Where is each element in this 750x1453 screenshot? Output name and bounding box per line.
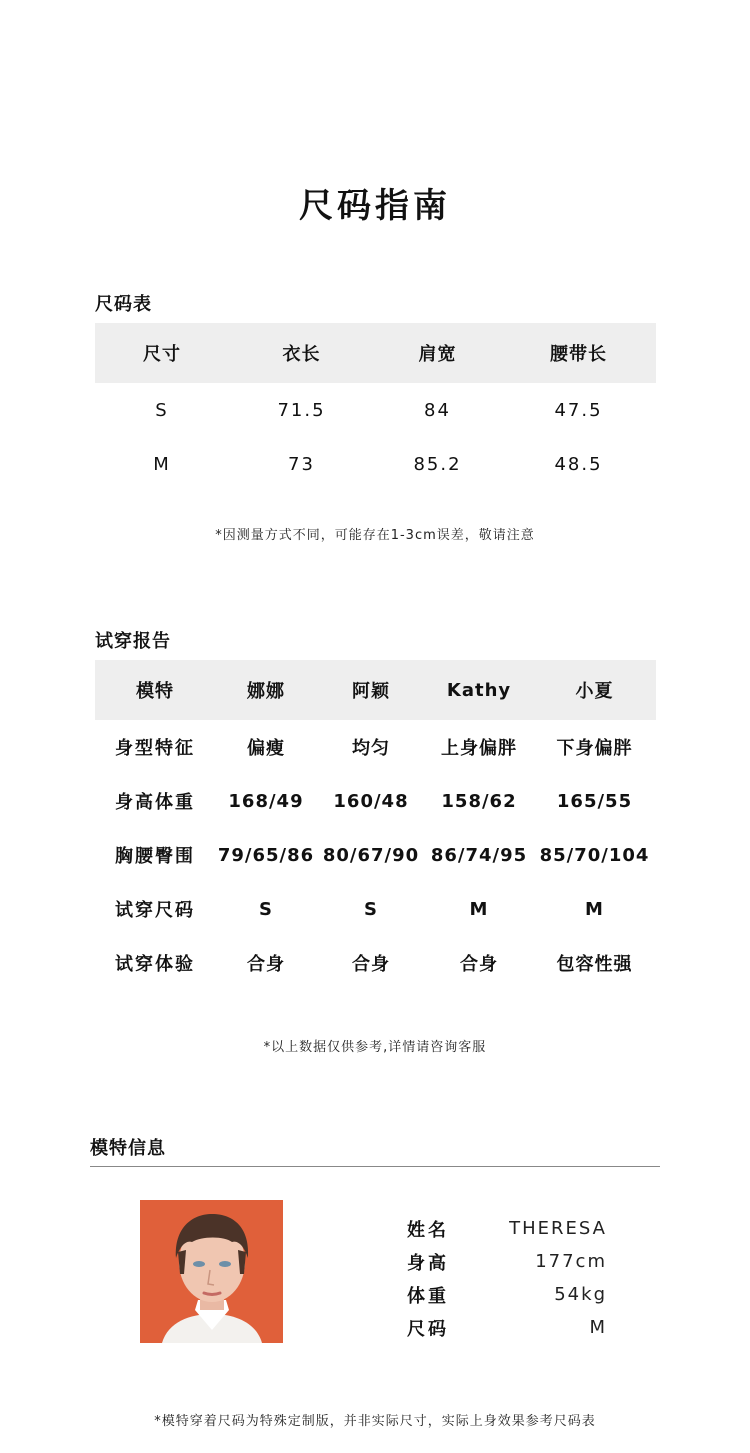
table-cell: 160/48 [333,790,409,812]
model-info-label: 模特信息 [90,1138,166,1159]
table-cell: 165/55 [556,790,633,812]
model-info-key: 体重 [407,1285,449,1307]
model-info-row [407,1311,607,1344]
row-heading: 胸腰臀围 [115,846,195,867]
table-cell: 168/49 [228,790,304,812]
table-row [95,437,656,491]
table-cell: 合身 [247,954,285,975]
table-cell: 合身 [460,954,498,975]
table-cell: M [153,453,171,475]
model-info-value: M [589,1317,607,1338]
size-chart-label: 尺码表 [95,294,152,315]
model-info-value: 54kg [554,1284,607,1305]
table-cell: 158/62 [441,790,517,812]
table-row [95,720,656,774]
table-cell: 上身偏胖 [441,738,517,759]
table-cell: 下身偏胖 [556,738,633,759]
tryon-header-cell: 阿颖 [317,660,425,720]
table-row [95,774,656,828]
tryon-header-cell: Kathy [425,660,533,720]
model-info-key: 姓名 [407,1219,449,1241]
page-title: 尺码指南 [299,186,451,226]
size-chart-header-cell: 尺寸 [95,323,229,383]
row-heading: 试穿尺码 [115,900,195,921]
model-info-row [407,1245,607,1278]
table-cell: 包容性强 [556,954,633,975]
row-heading: 身高体重 [115,792,195,813]
table-cell: S [155,399,169,421]
table-cell: 84 [424,399,451,421]
size-chart-note: *因测量方式不同，可能存在1-3cm误差，敬请注意 [215,528,535,543]
tryon-report-note: *以上数据仅供参考,详情请咨询客服 [263,1040,487,1055]
table-cell: M [469,898,489,920]
size-chart-header-cell: 腰带长 [501,323,656,383]
size-chart-header-row [95,323,656,383]
table-cell: S [364,898,378,920]
model-info-table [407,1212,607,1344]
model-info-value: THERESA [509,1218,607,1239]
model-info-footer-note: *模特穿着尺码为特殊定制版，并非实际尺寸，实际上身效果参考尺码表 [154,1414,596,1429]
table-row [95,882,656,936]
table-cell: 85/70/104 [539,844,650,866]
size-chart-header-cell: 衣长 [229,323,374,383]
table-row [95,936,656,990]
table-cell: M [585,898,604,920]
table-cell: 合身 [352,954,390,975]
table-cell: 47.5 [554,399,603,421]
tryon-header-cell: 娜娜 [215,660,317,720]
row-heading: 身型特征 [115,738,195,759]
table-cell: 均匀 [352,738,390,759]
tryon-report-table [95,660,656,990]
tryon-header-cell: 模特 [95,660,215,720]
table-cell: 86/74/95 [430,844,528,866]
table-cell: S [259,898,273,920]
table-row [95,828,656,882]
tryon-header-row [95,660,656,720]
model-portrait-illustration [140,1200,283,1343]
table-cell: 偏瘦 [247,738,285,759]
table-cell: 73 [288,453,315,475]
tryon-report-label: 试穿报告 [95,631,171,652]
model-info-row [407,1278,607,1311]
model-info-key: 身高 [407,1252,449,1274]
model-info-value: 177cm [535,1251,607,1272]
tryon-header-cell: 小夏 [533,660,656,720]
table-cell: 48.5 [554,453,603,475]
model-info-key: 尺码 [407,1318,449,1340]
model-info-row [407,1212,607,1245]
table-cell: 85.2 [413,453,462,475]
row-heading: 试穿体验 [115,954,195,975]
table-cell: 80/67/90 [322,844,420,866]
table-cell: 71.5 [277,399,326,421]
divider [90,1166,660,1167]
size-chart-table [95,323,656,491]
model-photo [140,1200,283,1343]
size-chart-header-cell: 肩宽 [374,323,501,383]
table-row [95,383,656,437]
table-cell: 79/65/86 [217,844,315,866]
